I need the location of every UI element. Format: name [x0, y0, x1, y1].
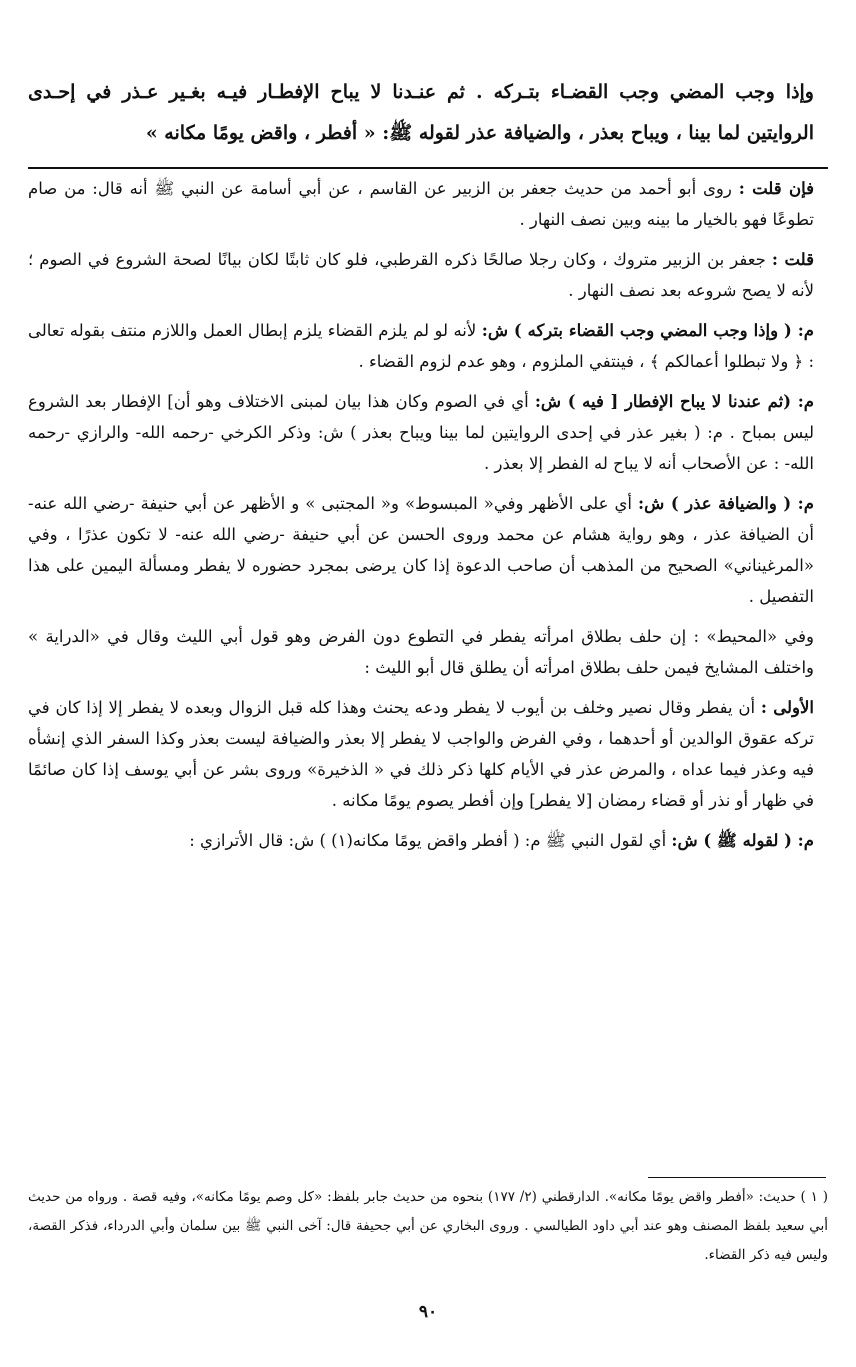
paragraph-text: أي على الأظهر وفي« المبسوط» و« المجتبى » و الأظهر عن أبي حنيفة -رضي الله عنه- أن الضيافة عذر ، وهو رواية هشام عن محمد وروى الحسن عن أبي حنيفة -رضي الله عنه- لا تكون عذرًا ، وفي «المرغيناني» الصحيح من المذهب أن صاحب الدعوة إذا كان يرضى بمجرد حضوره لا يفطر ومسألة اليمين على هذا التفصيل . — [28, 494, 814, 606]
paragraph-lead: قلت : — [771, 250, 815, 269]
footnote: ( ١ ) حديث: «أفطر واقض يومًا مكانه». الدارقطني (٢/ ١٧٧) بنحوه من حديث جابر بلفظ: «كل وصم يومًا مكانه»، وفيه قصة . ورواه من حديث أبي سعيد بلفظ المصنف وهو عند أبي داود الطيالسي . وروى البخاري عن أبي جحيفة قال: آخى النبي ﷺ بين سلمان وأبي الدرداء، فذكر القصة، وليس فيه ذكر القضاء. — [28, 1189, 828, 1263]
paragraph — [28, 825, 814, 856]
paragraph-lead: م: (ثم عندنا لا يباح الإفطار [ فيه ) ش: — [534, 392, 815, 411]
paragraph — [28, 692, 814, 816]
paragraph-lead: م: ( لقوله ﷺ ) ش: — [671, 831, 814, 850]
paragraph-text: وفي «المحيط» : إن حلف بطلاق امرأته يفطر في التطوع دون الفرض وهو قول أبي الليث وقال في «الدراية » واختلف المشايخ فيمن حلف بطلاق امرأته أن يطلق قال أبو الليث : — [28, 627, 814, 677]
paragraph-text: لأنه لو لم يلزم القضاء يلزم إبطال العمل واللازم منتف بقوله تعالى : ﴿ ولا تبطلوا أعمالكم ﴾ ، فينتفي الملزوم ، وهو عدم لزوم القضاء . — [28, 321, 814, 371]
paragraph-text: أن يفطر وقال نصير وخلف بن أيوب لا يفطر ودعه يحنث وهذا كله قبل الزوال وبعده لا يفطر إلا إذا كان في تركه عقوق الوالدين أو أحدهما ، وفي الفرض والواجب لا يفطر إلا بعذر والضيافة ليست بعذر وكذا السفر الذي إنشأه فيه وعذر فيما عداه ، والمرض عذر في الأيام كلها ذكر ذلك في « الذخيرة» وروى بشر عن أبي يوسف إذا كان صائمًا في ظهار أو نذر أو قضاء رمضان [لا يفطر] وإن أفطر يصوم يومًا مكانه . — [28, 698, 814, 810]
paragraph — [28, 244, 814, 306]
paragraph-text: أي في الصوم وكان هذا بيان لمبنى الاختلاف وهو أن] الإفطار بعد الشروع ليس بمباح . م: ( بغير عذر في إحدى الروايتين لما بينا ويباح بعذر ) ش: وذكر الكرخي -رحمه الله- والرازي -رحمه الله- : عن الأصحاب أنه لا يباح له الفطر إلا بعذر . — [28, 392, 814, 473]
footnotes — [28, 1183, 828, 1270]
paragraph-text: أي لقول النبي ﷺ م: ( أفطر واقض يومًا مكانه(١) ) ش: قال الأترازي : — [189, 831, 672, 850]
paragraph — [28, 488, 814, 612]
paragraph-lead: م: ( والضيافة عذر ) ش: — [638, 494, 814, 513]
header-divider — [28, 167, 828, 169]
paragraph-text: روى أبو أحمد من حديث جعفر بن الزبير عن القاسم ، عن أبي أسامة عن النبي ﷺ أنه قال: من صام تطوعًا فهو بالخيار ما بينه وبين نصف النهار . — [28, 179, 814, 229]
footnote-divider — [648, 1177, 826, 1178]
paragraph — [28, 621, 814, 683]
paragraph-lead: الأولى : — [760, 698, 815, 717]
paragraph — [28, 386, 814, 479]
paragraph-lead: م: ( وإذا وجب المضي وجب القضاء بتركه ) ش: — [481, 321, 814, 340]
paragraph — [28, 315, 814, 377]
paragraph-text: جعفر بن الزبير متروك ، وكان رجلا صالحًا ذكره القرطبي، فلو كان ثابتًا لكان بيانًا لصحة الشروع في الصوم ؛ لأنه لا يصح شروعه بعد نصف النهار . — [28, 250, 814, 300]
page-number: ٩٠ — [418, 1302, 438, 1322]
paragraph — [28, 173, 814, 235]
commentary-body — [28, 173, 814, 865]
matn-header: وإذا وجب المضي وجب القضـاء بتـركه . ثم عنـدنا لا يباح الإفطـار فيـه بغـير عـذر في إحـدى الروايتين لما بينا ، ويباح بعذر ، والضيافة عذر لقوله ﷺ: « أفطر ، واقض يومًا مكانه » — [28, 81, 814, 144]
paragraph-lead: فإن قلت : — [738, 179, 814, 198]
